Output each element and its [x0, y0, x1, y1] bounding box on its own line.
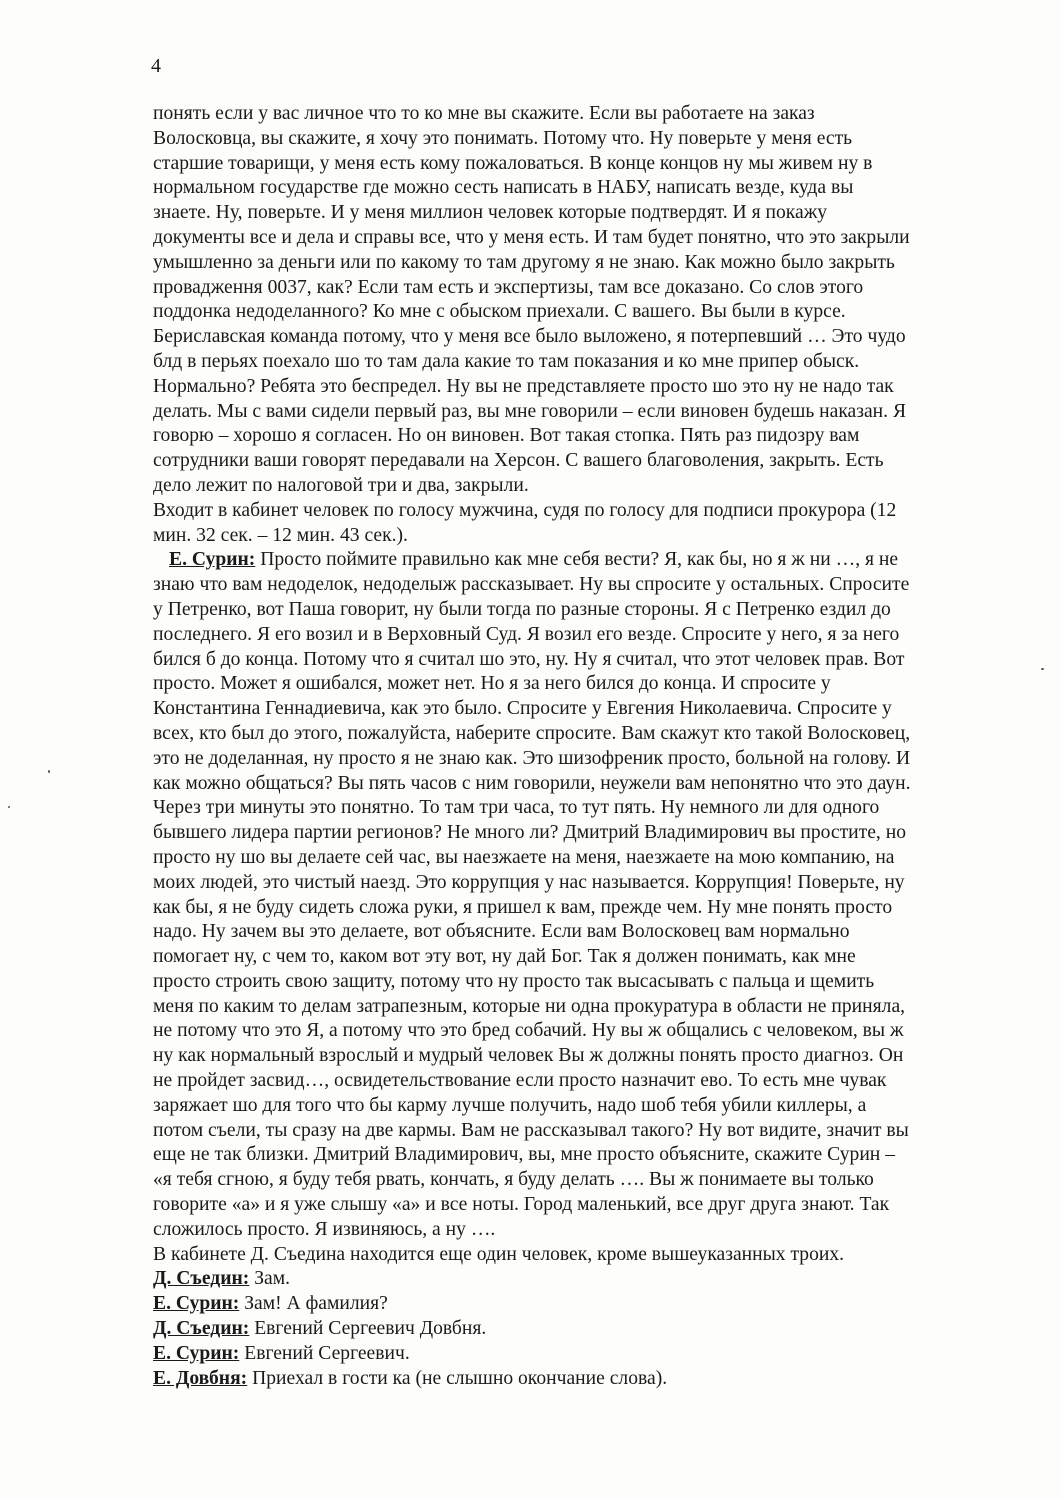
surin-first-line	[153, 548, 1001, 573]
line-text: Евгений Сергеевич.	[239, 1342, 410, 1364]
monologue-line: Через три минуты это понятно. То там три часа, то тут пять. Ну немного ли для одного	[153, 797, 880, 819]
paragraph-line: Волосковца, вы скажите, я хочу это понимать. Потому что. Ну поверьте у меня есть	[153, 127, 853, 149]
monologue-line: ну как нормальный взрослый и мудрый человек Вы ж должны понять просто диагноз. Он	[153, 1045, 904, 1067]
line-text: Зам! А фамилия?	[239, 1293, 388, 1315]
monologue-line: заряжает шо для того что бы карму лучше получить, надо шоб тебя убили киллеры, а	[153, 1094, 867, 1116]
speaker-label: Е. Довбня:	[153, 1367, 248, 1389]
paragraph-line: делать. Мы с вами сидели первый раз, вы мне говорили – если виновен будешь наказан. Я	[153, 400, 907, 422]
monologue-line: Константина Геннадиевича, как это было. Спросите у Евгения Николаевича. Спросите у	[153, 698, 892, 720]
monologue-line: потом съели, ты сразу на две кармы. Вам не рассказывал такого? Ну вот видите, значит вы	[153, 1119, 909, 1141]
remark-line: Входит в кабинет человек по голосу мужчина, судя по голосу для подписи прокурора (12	[153, 499, 897, 521]
paragraph-line: Бериславская команда потому, что у меня все было выложено, я потерпевший … Это чудо	[153, 326, 906, 348]
monologue-line: еще не так близки. Дмитрий Владимирович, вы, мне просто объясните, скажите Сурин –	[153, 1144, 895, 1166]
paragraph-line: блд в перьях поехало шо то там дала какие то там показания и ко мне припер обыск.	[153, 350, 860, 372]
monologue-line: просто строить свою защиту, потому что ну просто так высасывать с пальца и щемить	[153, 970, 875, 992]
monologue-line: просто ну шо вы делаете сей час, вы наезжаете на меня, наезжаете на мою компанию, на	[153, 846, 895, 868]
monologue-line: надо. Ну зачем вы это делаете, вот объясните. Если вам Волосковец вам нормально	[153, 921, 850, 943]
scan-speck	[1041, 668, 1044, 670]
monologue-line: не пройдет засвид…, освидетельствование если просто назначит ево. То есть мне чувак	[153, 1070, 887, 1092]
scan-speck	[48, 770, 50, 773]
monologue-line: сложилось просто. Я извиняюсь, а ну ….	[153, 1218, 496, 1240]
paragraph-line: умышленно за деньги или по какому то там другому я не знаю. Как можно было закрыть	[153, 251, 895, 273]
remark-1	[153, 499, 1001, 549]
speaker-label: Д. Съедин:	[153, 1268, 250, 1290]
line-text: Евгений Сергеевич Довбня.	[249, 1318, 487, 1340]
monologue-line: говорите «а» и я уже слышу «а» и все ноты. Город маленький, все друг друга знают. Так	[153, 1194, 890, 1216]
paragraph-line: знаете. Ну, поверьте. И у меня миллион человек которые подтвердят. И я покажу	[153, 202, 828, 224]
monologue-line: последнего. Я его возил и в Верховный Суд. Я возил его везде. Спросите у него, я за него	[153, 623, 900, 645]
dialogue-line	[153, 1367, 1001, 1392]
line-text: Просто поймите правильно как мне себя вести? Я, как бы, но я ж ни …, я не	[255, 549, 899, 571]
speaker-label: Е. Сурин:	[153, 1342, 240, 1364]
speaker-label: Д. Съедин:	[153, 1318, 250, 1340]
surin-monologue	[153, 548, 1001, 1242]
monologue-line: меня по каким то делам затрапезным, которые ни одна прокуратура в области не приняла,	[153, 995, 906, 1017]
dialogue-line	[153, 1267, 1001, 1292]
speaker-label: Е. Сурин:	[169, 549, 256, 571]
paragraph-line: понять если у вас личное что то ко мне вы скажите. Если вы работаете на заказ	[153, 103, 815, 124]
monologue-line: как бы, я не буду сидеть сложа руки, я пришел к вам, прежде чем. Ну мне понять просто	[153, 896, 893, 918]
remark-2: В кабинете Д. Съедина находится еще один человек, кроме вышеуказанных троих.	[153, 1243, 845, 1265]
paragraph-line: поддонка недоделанного? Ко мне с обыском приехали. С вашего. Вы были в курсе.	[153, 301, 846, 323]
dialogue-line	[153, 1317, 1001, 1342]
dialogue	[153, 1267, 1001, 1391]
paragraph-1	[153, 102, 1001, 499]
monologue-line: как можно общаться? Вы пять часов с ним говорили, неужели вам непонятно что это даун.	[153, 772, 911, 794]
surin-lines	[153, 573, 1001, 1243]
line-text: Зам.	[249, 1268, 291, 1290]
paragraph-line: Нормально? Ребята это беспредел. Ну вы не представляете просто шо это ну не надо так	[153, 375, 894, 397]
speaker-label: Е. Сурин:	[153, 1293, 240, 1315]
monologue-line: знаю что вам недоделок, недоделыж рассказывает. Ну вы спросите у остальных. Спросите	[153, 574, 910, 596]
paragraph-line: дело лежит по налоговой три и два, закрыли.	[153, 474, 529, 496]
dialogue-line	[153, 1342, 1001, 1367]
page-number: 4	[151, 55, 161, 77]
monologue-line: моих людей, это чистый наезд. Это коррупция у нас называется. Коррупция! Поверьте, ну	[153, 871, 905, 893]
scan-speck	[8, 806, 10, 808]
monologue-line: у Петренко, вот Паша говорит, ну были тогда по разные стороны. Я с Петренко ездил до	[153, 598, 891, 620]
paragraph-line: провадження 0037, как? Если там есть и экспертизы, там все доказано. Со слов этого	[153, 276, 864, 298]
monologue-line: это не доделанная, ну просто я не знаю как. Это шизофреник просто, больной на голову. И	[153, 747, 911, 769]
paragraph-line: сотрудники ваши говорят передавали на Херсон. С вашего благоволения, закрыть. Есть	[153, 450, 884, 472]
line-text: Приехал в гости ка (не слышно окончание слова).	[247, 1367, 668, 1389]
monologue-line: просто. Может я ошибался, может нет. Но я за него бился до конца. И спросите у	[153, 673, 831, 695]
paragraph-line: нормальном государстве где можно сесть написать в НАБУ, написать везде, куда вы	[153, 177, 854, 199]
monologue-line: помогает ну, с чем то, каком вот эту вот, ну дай Бог. Так я должен понимать, как мне	[153, 946, 856, 968]
paragraph-line: говорю – хорошо я согласен. Но он виновен. Вот такая стопка. Пять раз пидозру вам	[153, 425, 860, 447]
monologue-line: не потому что это Я, а потому что это бред собачий. Ну вы ж общались с человеком, вы ж	[153, 1020, 904, 1042]
paragraph-line: старшие товарищи, у меня есть кому пожаловаться. В конце концов ну мы живем ну в	[153, 152, 873, 174]
paragraph-line: документы все и дела и справы все, что у меня есть. И там будет понятно, что это закрыли	[153, 226, 910, 248]
monologue-line: всех, кто был до этого, пожалуйста, наберите спросите. Вам скажут кто такой Волосковец,	[153, 722, 911, 744]
remark-line: мин. 32 сек. – 12 мин. 43 сек.).	[153, 524, 408, 546]
monologue-line: «я тебя сгною, я буду тебя рвать, кончать, я буду делать …. Вы ж понимаете вы только	[153, 1169, 874, 1191]
monologue-line: бывшего лидера партии регионов? Не много ли? Дмитрий Владимирович вы простите, но	[153, 822, 907, 844]
transcript-body	[153, 102, 1001, 1391]
dialogue-line	[153, 1292, 1001, 1317]
monologue-line: бился б до конца. Потому что я считал шо это, ну. Ну я считал, что этот человек прав. Вот	[153, 648, 905, 670]
